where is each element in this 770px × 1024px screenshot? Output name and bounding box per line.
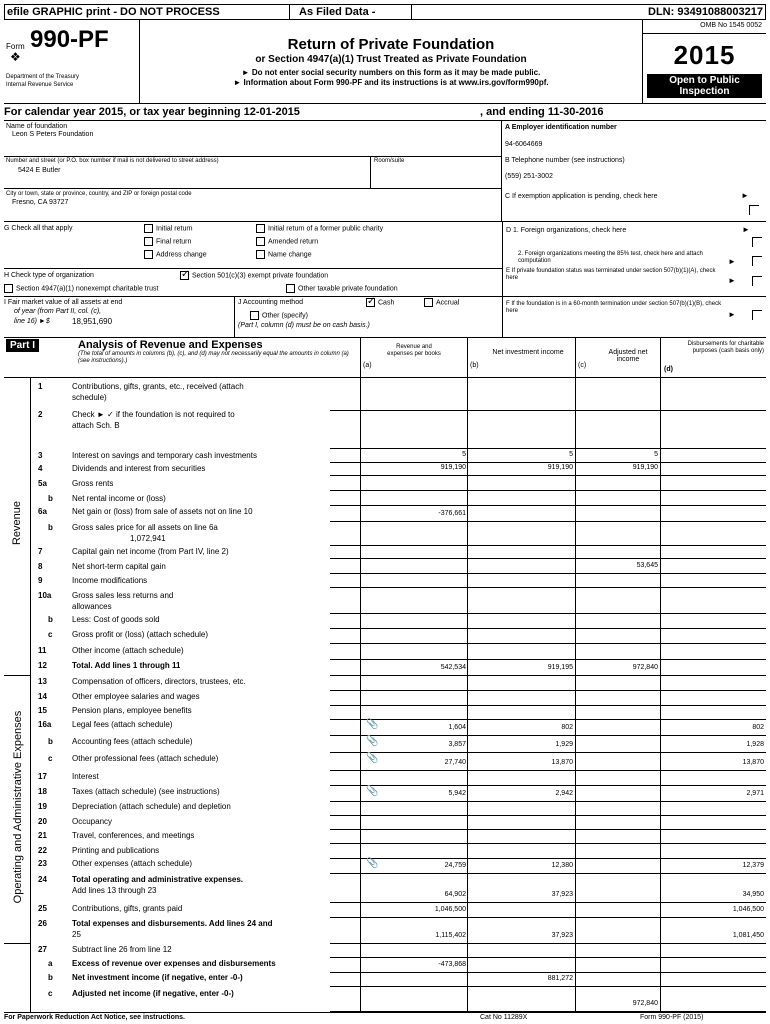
table-row bbox=[30, 857, 766, 873]
line-description: Other income (attach schedule) bbox=[72, 646, 184, 655]
attachment-icon[interactable]: 📎 bbox=[366, 753, 379, 764]
city-state-zip[interactable]: Fresno, CA 93727 bbox=[12, 199, 69, 206]
line-description: Dividends and interest from securities bbox=[72, 464, 206, 473]
amount-col-a[interactable]: 3,857 bbox=[448, 741, 466, 748]
table-row bbox=[30, 449, 766, 462]
amount-col-a[interactable]: 24,759 bbox=[444, 862, 466, 869]
f-arrow-icon: ► bbox=[728, 310, 736, 319]
line-description: Other employee salaries and wages bbox=[72, 692, 200, 701]
line-number: 14 bbox=[38, 692, 47, 701]
table-row bbox=[30, 644, 766, 659]
line-description: Accounting fees (attach schedule) bbox=[72, 737, 193, 746]
line-description: Excess of revenue over expenses and disbursements bbox=[72, 959, 276, 968]
revenue-section-label: Revenue bbox=[11, 500, 23, 546]
phone-value[interactable]: (559) 251-3002 bbox=[505, 173, 553, 180]
line-description: Income modifications bbox=[72, 576, 148, 585]
line-description-cont: allowances bbox=[72, 602, 112, 611]
amount-col-d[interactable]: 1,928 bbox=[746, 741, 764, 748]
table-row bbox=[30, 477, 766, 490]
f-label: F If the foundation is in a 60-month termination under section 507(b)(1)(B), check here bbox=[506, 301, 722, 314]
line-description: Printing and publications bbox=[72, 846, 160, 855]
line-number: b bbox=[48, 737, 53, 746]
h-other-taxable[interactable]: Other taxable private foundation bbox=[286, 284, 398, 293]
line-description: Pension plans, employee benefits bbox=[72, 706, 192, 715]
e-checkbox[interactable] bbox=[752, 276, 762, 286]
checkbox[interactable] bbox=[144, 224, 153, 233]
g-initial-former[interactable]: Initial return of a former public charity bbox=[256, 224, 383, 233]
table-row bbox=[30, 462, 766, 475]
amount-col-a[interactable]: 542,534 bbox=[440, 664, 466, 671]
line-number: 3 bbox=[38, 451, 43, 460]
line-number: 23 bbox=[38, 859, 47, 868]
room-label: Room/suite bbox=[374, 158, 405, 164]
table-row bbox=[30, 380, 766, 410]
attachment-icon[interactable]: 📎 bbox=[366, 736, 379, 747]
line-description: Interest on savings and temporary cash investments bbox=[72, 451, 257, 460]
c-checkbox[interactable] bbox=[749, 205, 759, 215]
line-number: 16a bbox=[38, 720, 52, 729]
amount-col-b[interactable]: 37,923 bbox=[551, 891, 573, 898]
d1-checkbox[interactable] bbox=[752, 237, 762, 247]
line-number: 19 bbox=[38, 802, 47, 811]
table-row bbox=[30, 987, 766, 1011]
expenses-section-label: Operating and Administrative Expenses bbox=[12, 710, 24, 904]
checkbox-checked[interactable] bbox=[366, 298, 375, 307]
table-row bbox=[30, 829, 766, 843]
col-c-tag: (c) bbox=[578, 362, 587, 369]
line-description-cont: 25 bbox=[72, 930, 81, 939]
name-label: Name of foundation bbox=[6, 123, 68, 130]
line-description: Total. Add lines 1 through 11 bbox=[72, 661, 181, 670]
checkbox[interactable] bbox=[256, 237, 265, 246]
line-description: Subtract line 26 from line 12 bbox=[72, 945, 172, 954]
table-row bbox=[30, 690, 766, 705]
h-501c3[interactable]: ✓ Section 501(c)(3) exempt private foundation bbox=[180, 271, 328, 280]
h-4947[interactable]: Section 4947(a)(1) nonexempt charitable trust bbox=[4, 284, 158, 293]
amount-col-b[interactable]: 802 bbox=[561, 724, 573, 731]
g-label: G Check all that apply bbox=[4, 225, 73, 232]
j-cash[interactable]: ✓ Cash bbox=[366, 298, 394, 307]
table-row bbox=[30, 574, 766, 587]
table-row bbox=[30, 718, 766, 735]
phone-label: B Telephone number (see instructions) bbox=[505, 157, 625, 164]
table-row bbox=[30, 521, 766, 545]
h-label: H Check type of organization bbox=[4, 272, 94, 279]
table-row bbox=[30, 873, 766, 902]
e-label: E If private foundation status was terminated under section 507(b)(1)(A), check here bbox=[506, 268, 716, 281]
checkbox[interactable] bbox=[256, 250, 265, 259]
footer-paperwork: For Paperwork Reduction Act Notice, see instructions. bbox=[4, 1014, 185, 1021]
line-number: 4 bbox=[38, 464, 43, 473]
line-description: Check ► ✓ if the foundation is not required to bbox=[72, 410, 235, 419]
line-number: 11 bbox=[38, 646, 47, 655]
table-row bbox=[30, 957, 766, 972]
table-row bbox=[30, 704, 766, 719]
checkbox-checked[interactable] bbox=[180, 271, 189, 280]
table-row bbox=[30, 408, 766, 448]
amount-col-b[interactable]: 919,190 bbox=[547, 464, 573, 471]
line-description: Net gain or (loss) from sale of assets not on line 10 bbox=[72, 507, 253, 516]
fmv-value[interactable]: 18,951,690 bbox=[72, 317, 113, 326]
ein-label: A Employer identification number bbox=[505, 124, 617, 131]
dept-line1: Department of the Treasury bbox=[6, 74, 80, 80]
line-number: 12 bbox=[38, 661, 47, 670]
calendar-ending: , and ending 11-30-2016 bbox=[480, 106, 604, 118]
top-banner bbox=[4, 4, 766, 20]
line-description: Net investment income (if negative, enter -0-) bbox=[72, 973, 243, 982]
line-number: b bbox=[48, 973, 53, 982]
d2-label: 2. Foreign organizations meeting the 85% test, check here and attach computation bbox=[518, 251, 703, 264]
amount-col-c[interactable]: 972,840 bbox=[632, 664, 658, 671]
table-row bbox=[30, 902, 766, 917]
table-row bbox=[30, 917, 766, 943]
open-public-badge: Open to Public Inspection bbox=[647, 74, 762, 98]
col-d-tag: (d) bbox=[664, 366, 673, 373]
table-row bbox=[30, 815, 766, 829]
line-description: Legal fees (attach schedule) bbox=[72, 720, 173, 729]
line-number: 10a bbox=[38, 591, 52, 600]
line-description: Other professional fees (attach schedule) bbox=[72, 754, 219, 763]
col-a-tag: (a) bbox=[363, 362, 372, 369]
line-number: b bbox=[48, 615, 53, 624]
part1-title: Analysis of Revenue and Expenses bbox=[78, 339, 263, 351]
g-name-change[interactable]: Name change bbox=[256, 250, 312, 259]
city-label: City or town, state or province, country, and ZIP or foreign postal code bbox=[6, 191, 192, 197]
table-row bbox=[30, 628, 766, 643]
amount-col-c[interactable]: 5 bbox=[654, 451, 658, 458]
table-row bbox=[30, 545, 766, 558]
e-arrow-icon: ► bbox=[728, 276, 736, 285]
ein-value[interactable]: 94-6064669 bbox=[505, 141, 543, 148]
d1-arrow-icon: ► bbox=[742, 225, 750, 234]
amount-col-d[interactable]: 1,046,500 bbox=[732, 906, 764, 913]
checkbox[interactable] bbox=[256, 224, 265, 233]
form-header bbox=[4, 20, 766, 104]
line-number: 7 bbox=[38, 547, 43, 556]
table-row bbox=[30, 613, 766, 628]
amount-col-a[interactable]: -376,661 bbox=[438, 510, 466, 517]
amount-col-c[interactable]: 972,840 bbox=[632, 1000, 658, 1007]
line-number: 1 bbox=[38, 382, 43, 391]
table-row bbox=[30, 752, 766, 770]
part1-desc: (The total of amounts in columns (b), (c), and (d) may not necessarily equal the amounts in column (a) (see instructions).) bbox=[78, 351, 349, 364]
table-row bbox=[30, 844, 766, 858]
line-number: 18 bbox=[38, 787, 47, 796]
form-number: 990-PF bbox=[30, 26, 109, 53]
org-info bbox=[4, 121, 502, 221]
banner-left: efile GRAPHIC print - DO NOT PROCESS bbox=[7, 6, 220, 18]
amount-col-a[interactable]: 1,046,500 bbox=[434, 906, 466, 913]
line-number: 9 bbox=[38, 576, 43, 585]
table-row bbox=[30, 659, 766, 675]
line-description-cont: Add lines 13 through 23 bbox=[72, 886, 157, 895]
notice-ssn: ► Do not enter social security numbers on this form as it may be made public. bbox=[241, 68, 541, 77]
g-final-return[interactable]: Final return bbox=[144, 237, 191, 246]
table-row bbox=[30, 505, 766, 521]
line-number: 13 bbox=[38, 677, 47, 686]
line-number: 20 bbox=[38, 817, 47, 826]
line-description: Gross sales price for all assets on line 6a bbox=[72, 523, 218, 532]
d1-label: D 1. Foreign organizations, check here bbox=[506, 227, 627, 234]
line-description: Total expenses and disbursements. Add lines 24 and bbox=[72, 919, 273, 928]
line-number: 27 bbox=[38, 945, 47, 954]
line-description: Net rental income or (loss) bbox=[72, 494, 166, 503]
calendar-year: For calendar year 2015, or tax year beginning 12-01-2015 bbox=[4, 106, 300, 118]
amount-col-a[interactable]: -473,868 bbox=[438, 961, 466, 968]
foundation-name[interactable]: Leon S Peters Foundation bbox=[12, 131, 94, 138]
amount-col-a[interactable]: 1,115,402 bbox=[435, 932, 466, 939]
line-number: 24 bbox=[38, 875, 47, 884]
table-row bbox=[30, 943, 766, 957]
f-checkbox[interactable] bbox=[752, 310, 762, 320]
dept-line2: Internal Revenue Service bbox=[6, 82, 74, 88]
arrow-icon: ► bbox=[741, 191, 749, 200]
line-description-cont: 1,072,941 bbox=[130, 534, 166, 543]
line-description: Travel, conferences, and meetings bbox=[72, 831, 195, 840]
amount-col-a[interactable]: 5 bbox=[462, 451, 466, 458]
g-amended-return[interactable]: Amended return bbox=[256, 237, 318, 246]
amount-col-b[interactable]: 37,923 bbox=[551, 932, 573, 939]
street-address[interactable]: 5424 E Butler bbox=[18, 167, 61, 174]
line-description: Interest bbox=[72, 772, 99, 781]
amount-col-b[interactable]: 919,195 bbox=[547, 664, 573, 671]
g-initial-return[interactable]: Initial return bbox=[144, 224, 193, 233]
omb-number: OMB No 1545 0052 bbox=[643, 20, 766, 34]
i-line3: line 16) ►$ bbox=[14, 318, 50, 325]
checkbox[interactable] bbox=[4, 284, 13, 293]
d2-arrow-icon: ► bbox=[728, 257, 736, 266]
j-note: (Part I, column (d) must be on cash basis.) bbox=[238, 322, 370, 329]
col-a-header: Revenue and expenses per books bbox=[387, 344, 441, 357]
checkbox[interactable] bbox=[144, 237, 153, 246]
amount-col-d[interactable]: 12,379 bbox=[742, 862, 764, 869]
line-number: 17 bbox=[38, 772, 47, 781]
notice-instructions: ► Information about Form 990-PF and its instructions is at www.irs.gov/form990pf. bbox=[233, 78, 549, 87]
amount-col-a[interactable]: 1,604 bbox=[448, 724, 466, 731]
line-description: Contributions, gifts, grants, etc., received (attach bbox=[72, 382, 244, 391]
line-number: c bbox=[48, 754, 53, 763]
amount-col-d[interactable]: 34,950 bbox=[742, 891, 764, 898]
c-exemption-label: C If exemption application is pending, check here bbox=[505, 193, 658, 200]
form-title: Return of Private Foundation bbox=[287, 36, 495, 53]
amount-col-a[interactable]: 919,190 bbox=[440, 464, 466, 471]
amount-col-d[interactable]: 802 bbox=[752, 724, 764, 731]
checkbox[interactable] bbox=[424, 298, 433, 307]
line-number: 15 bbox=[38, 706, 47, 715]
table-row bbox=[30, 735, 766, 752]
col-b-tag: (b) bbox=[470, 362, 479, 369]
form-subtitle: or Section 4947(a)(1) Trust Treated as Private Foundation bbox=[255, 54, 527, 65]
line-description: Other expenses (attach schedule) bbox=[72, 859, 193, 868]
amount-col-b[interactable]: 1,929 bbox=[555, 741, 573, 748]
amount-col-c[interactable]: 919,190 bbox=[632, 464, 658, 471]
part1-tag: Part I bbox=[6, 339, 39, 352]
amount-col-b[interactable]: 2,942 bbox=[555, 790, 573, 797]
form-prefix: Form bbox=[6, 42, 25, 51]
j-accrual[interactable]: Accrual bbox=[424, 298, 459, 307]
attachment-icon[interactable]: 📎 bbox=[366, 858, 379, 869]
line-description: Gross sales less returns and bbox=[72, 591, 174, 600]
line-description: Total operating and administrative expenses. bbox=[72, 875, 244, 884]
line-description: Compensation of officers, directors, trustees, etc. bbox=[72, 677, 246, 686]
line-number: 25 bbox=[38, 904, 47, 913]
tax-year: 2015 bbox=[673, 40, 736, 70]
table-row bbox=[30, 800, 766, 815]
amount-col-d[interactable]: 13,870 bbox=[742, 759, 764, 766]
attachment-icon[interactable]: 📎 bbox=[366, 719, 379, 730]
line-description: Capital gain net income (from Part IV, line 2) bbox=[72, 547, 229, 556]
table-row bbox=[30, 589, 766, 613]
line-description: Less: Cost of goods sold bbox=[72, 615, 160, 624]
line-number: 21 bbox=[38, 831, 47, 840]
j-label: J Accounting method bbox=[238, 299, 303, 306]
line-description: Adjusted net income (if negative, enter -0-) bbox=[72, 989, 234, 998]
g-address-change[interactable]: Address change bbox=[144, 250, 207, 259]
checkbox[interactable] bbox=[286, 284, 295, 293]
irs-eagle-icon: ❖ bbox=[10, 50, 21, 64]
amount-col-b[interactable]: 12,380 bbox=[551, 862, 573, 869]
col-d-header: Disbursements for charitable purposes (cash basis only) bbox=[687, 341, 764, 354]
amount-col-b[interactable]: 13,870 bbox=[551, 759, 573, 766]
table-row bbox=[30, 560, 766, 573]
line-number: b bbox=[48, 494, 53, 503]
amount-col-a[interactable]: 5,942 bbox=[448, 790, 466, 797]
line-number: 2 bbox=[38, 410, 43, 419]
footer-form-id: Form 990-PF (2015) bbox=[640, 1014, 704, 1021]
org-ids bbox=[503, 121, 766, 221]
table-row bbox=[30, 675, 766, 690]
checkbox[interactable] bbox=[250, 311, 259, 320]
i-line1: I Fair market value of all assets at end bbox=[4, 299, 123, 306]
line-description-cont: schedule) bbox=[72, 393, 107, 402]
line-number: a bbox=[48, 959, 53, 968]
amount-col-b[interactable]: 5 bbox=[569, 451, 573, 458]
d2-checkbox[interactable] bbox=[752, 256, 762, 266]
i-line2: of year (from Part II, col. (c), bbox=[14, 308, 102, 315]
table-row bbox=[30, 785, 766, 801]
line-description: Contributions, gifts, grants paid bbox=[72, 904, 183, 913]
table-row bbox=[30, 971, 766, 986]
street-label: Number and street (or P.O. box number if mail is not delivered to street address) bbox=[6, 158, 219, 164]
col-c-header: Adjusted net income bbox=[608, 349, 648, 363]
line-number: b bbox=[48, 523, 53, 532]
amount-col-b[interactable]: 881,272 bbox=[547, 975, 573, 982]
line-description: Depreciation (attach schedule) and depletion bbox=[72, 802, 231, 811]
attachment-icon[interactable]: 📎 bbox=[366, 786, 379, 797]
dln: DLN: 93491088003217 bbox=[648, 6, 763, 18]
line-number: 6a bbox=[38, 507, 47, 516]
j-other[interactable]: Other (specify) bbox=[250, 311, 308, 320]
amount-col-a[interactable]: 27,740 bbox=[444, 759, 466, 766]
amount-col-d[interactable]: 1,081,450 bbox=[732, 932, 764, 939]
table-row bbox=[30, 770, 766, 785]
line-description: Net short-term capital gain bbox=[72, 562, 166, 571]
line-number: 8 bbox=[38, 562, 43, 571]
line-description: Occupancy bbox=[72, 817, 113, 826]
line-number: 22 bbox=[38, 846, 47, 855]
table-row bbox=[30, 492, 766, 505]
line-description: Gross rents bbox=[72, 479, 114, 488]
amount-col-a[interactable]: 64,902 bbox=[444, 891, 466, 898]
amount-col-d[interactable]: 2,971 bbox=[746, 790, 764, 797]
line-number: c bbox=[48, 630, 53, 639]
col-b-header: Net investment income bbox=[492, 349, 564, 356]
line-description-cont: attach Sch. B bbox=[72, 421, 120, 430]
footer-cat-no: Cat No 11289X bbox=[480, 1014, 528, 1021]
checkbox[interactable] bbox=[144, 250, 153, 259]
line-number: 5a bbox=[38, 479, 47, 488]
banner-mid: As Filed Data - bbox=[299, 6, 376, 18]
line-description: Gross profit or (loss) (attach schedule) bbox=[72, 630, 209, 639]
amount-col-c[interactable]: 53,645 bbox=[636, 562, 658, 569]
line-description: Taxes (attach schedule) (see instructions) bbox=[72, 787, 220, 796]
line-number: 26 bbox=[38, 919, 47, 928]
line-number: c bbox=[48, 989, 53, 998]
